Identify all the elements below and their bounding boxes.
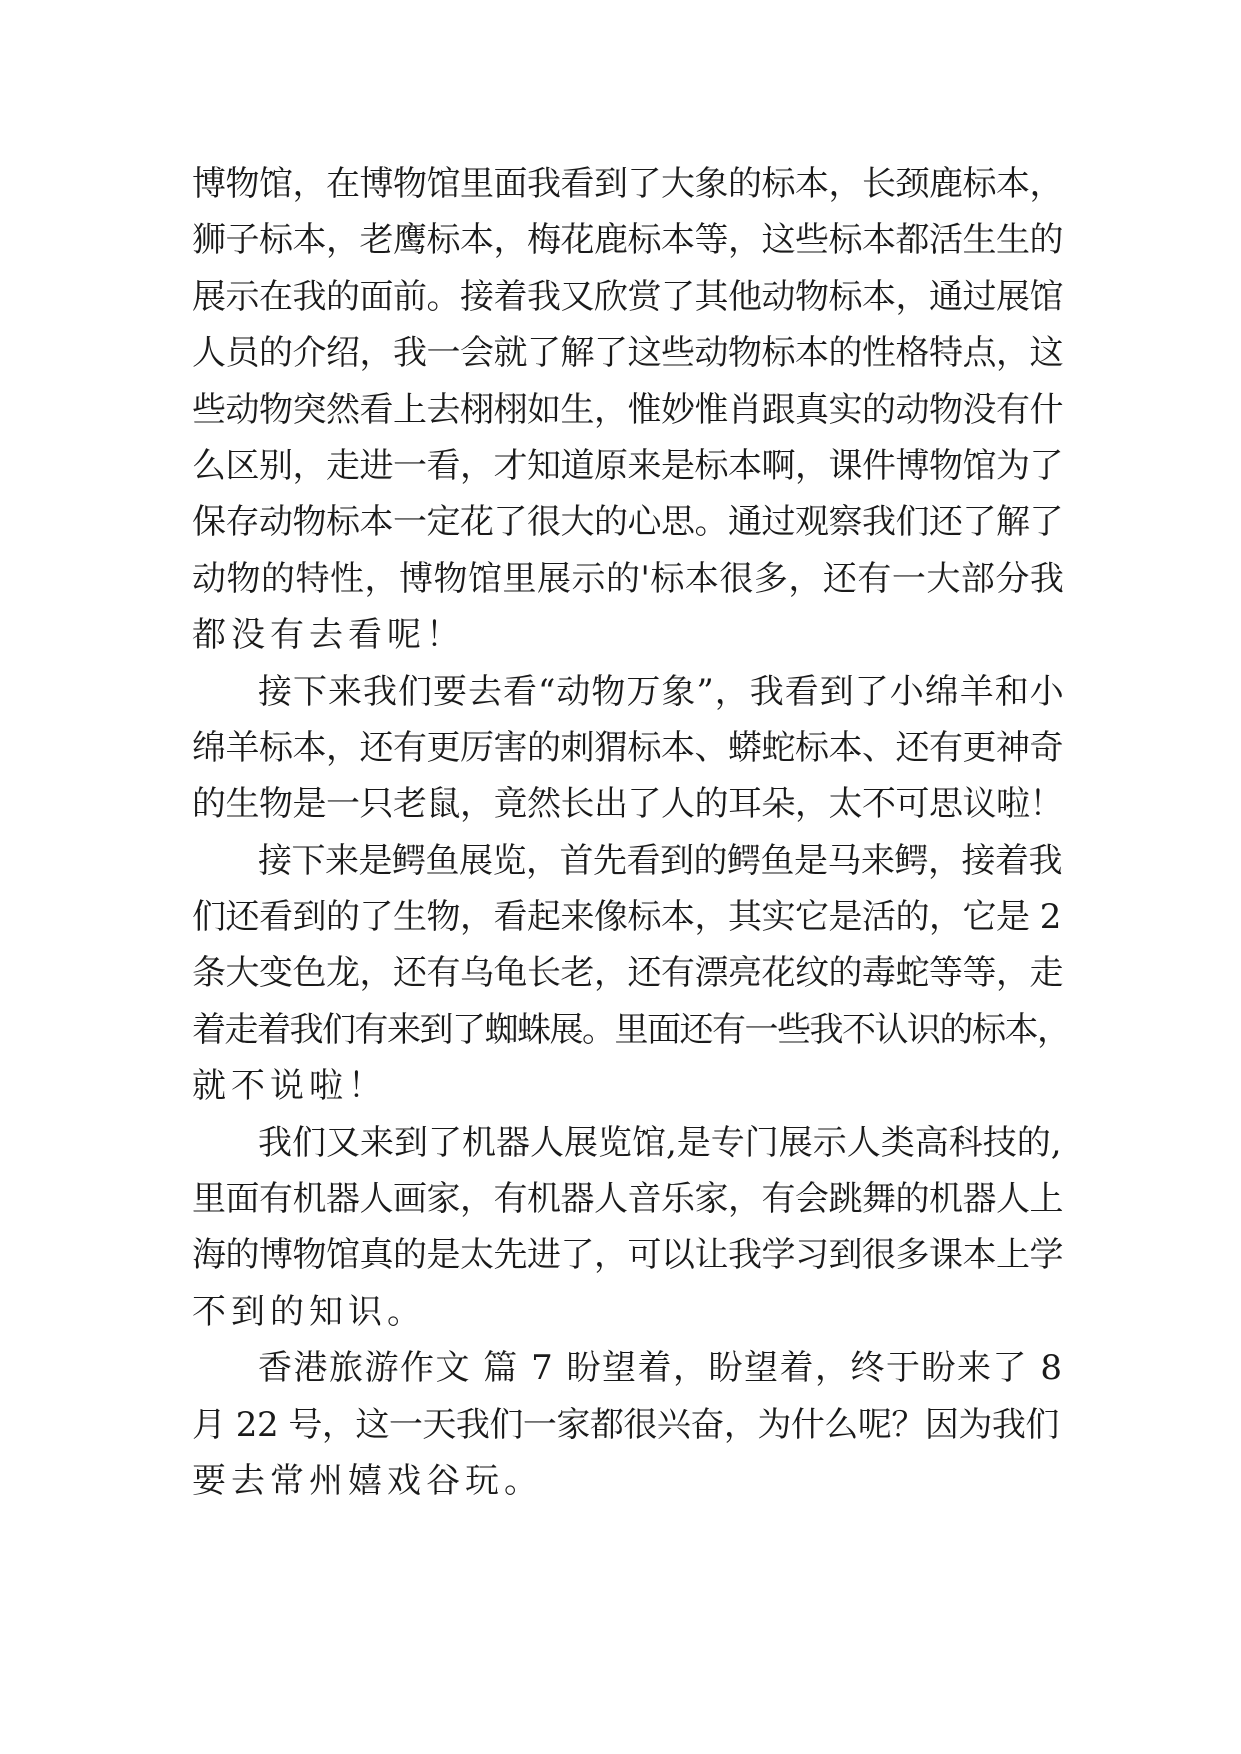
text-line: 海的博物馆真的是太先进了，可以让我学习到很多课本上学 bbox=[192, 1235, 1063, 1276]
text-line: 着走着我们有来到了蜘蛛展。里面还有一些我不认识的标本， bbox=[192, 1009, 1070, 1050]
text-line: 就不说啦！ bbox=[192, 1066, 387, 1107]
text-line: 我们又来到了机器人展览馆,是专门展示人类高科技的, bbox=[258, 1122, 1062, 1163]
text-line: 们还看到的了生物，看起来像标本，其实它是活的，它是 2 bbox=[192, 897, 1061, 938]
text-line: 要去常州嬉戏谷玩。 bbox=[192, 1460, 543, 1501]
text-line: 绵羊标本，还有更厉害的刺猬标本、蟒蛇标本、还有更神奇 bbox=[192, 727, 1063, 768]
text-line: 接下来我们要去看“动物万象”，我看到了小绵羊和小 bbox=[258, 671, 1065, 712]
text-line: 动物的特性，博物馆里展示的'标本很多，还有一大部分我 bbox=[192, 558, 1065, 599]
text-line: 接下来是鳄鱼展览，首先看到的鳄鱼是马来鳄，接着我 bbox=[258, 840, 1062, 881]
text-line: 里面有机器人画家，有机器人音乐家，有会跳舞的机器人上 bbox=[192, 1179, 1063, 1220]
text-line: 月 22 号，这一天我们一家都很兴奋，为什么呢？因为我们 bbox=[192, 1404, 1059, 1445]
text-line: 展示在我的面前。接着我又欣赏了其他动物标本，通过展馆 bbox=[192, 276, 1063, 317]
text-line: 些动物突然看上去栩栩如生，惟妙惟肖跟真实的动物没有什 bbox=[192, 389, 1063, 430]
text-line: 博物馆，在博物馆里面我看到了大象的标本，长颈鹿标本， bbox=[192, 164, 1063, 204]
text-line: 的生物是一只老鼠，竟然长出了人的耳朵，太不可思议啦！ bbox=[192, 784, 1063, 825]
text-line: 都没有去看呢！ bbox=[192, 615, 465, 656]
text-line: 狮子标本，老鹰标本，梅花鹿标本等，这些标本都活生生的 bbox=[192, 220, 1063, 261]
text-line: 保存动物标本一定花了很大的心思。通过观察我们还了解了 bbox=[192, 502, 1063, 543]
text-line: 不到的知识。 bbox=[192, 1291, 426, 1332]
text-line: 条大变色龙，还有乌龟长老，还有漂亮花纹的毒蛇等等，走 bbox=[192, 953, 1063, 994]
text-line: 人员的介绍，我一会就了解了这些动物标本的性格特点，这 bbox=[192, 333, 1063, 374]
text-line: 么区别，走进一看，才知道原来是标本啊，课件博物馆为了 bbox=[192, 445, 1063, 486]
text-line: 香港旅游作文 篇 7 盼望着，盼望着，终于盼来了 8 bbox=[258, 1348, 1064, 1389]
body-text bbox=[192, 156, 1072, 1509]
